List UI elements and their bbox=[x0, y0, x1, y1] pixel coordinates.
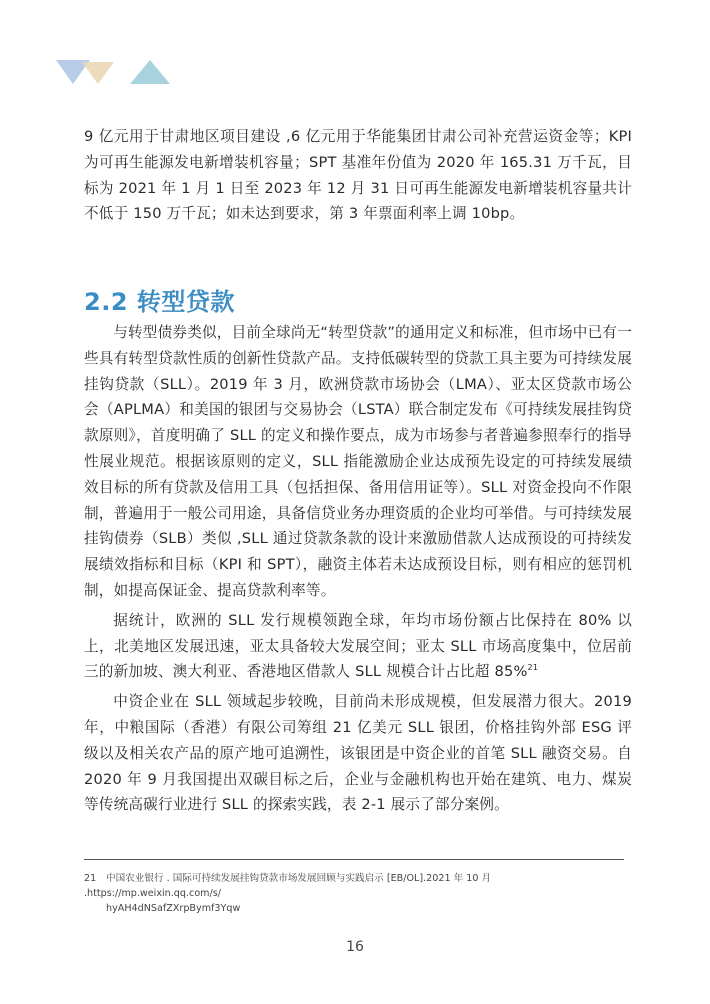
body-paragraph-3: 中资企业在 SLL 领域起步较晚，目前尚未形成规模，但发展潜力很大。2019 年，中粮国际（香港）有限公司筹组 21 亿美元 SLL 银团，价格挂钩外部 ESG 评级以及相关农产品的原产地可追溯性，该银团是中资企业的首笔 SLL 融资交易。自 2020 年 9 月我国提出双碳目标之后，企业与金融机构也开始在建筑、电力、煤炭等传统高碳行业进行 SLL 的探索实践，表 2-1 展示了部分案例。 bbox=[84, 693, 632, 814]
footnote-reference[interactable]: 21 bbox=[527, 663, 539, 673]
decorative-triangles-icon bbox=[56, 60, 176, 86]
section-body bbox=[84, 320, 632, 818]
footnote-number: 21 bbox=[84, 873, 97, 884]
footnote-text-line1: 中国农业银行 . 国际可持续发展挂钩贷款市场发展回顾与实践启示 [EB/OL].2021 年 10 月 .https://mp.weixin.qq.com/s/ bbox=[84, 873, 492, 899]
triangle-gold-icon bbox=[82, 62, 114, 84]
continuation-paragraph: 9 亿元用于甘肃地区项目建设 ,6 亿元用于华能集团甘肃公司补充营运资金等；KPI 为可再生能源发电新增装机容量；SPT 基准年份值为 2020 年 165.31 万千瓦，目标为 2021 年 1 月 1 日至 2023 年 12 月 31 日可再生能源发电新增装机容量共计不低于 150 万千瓦；如未达到要求，第 3 年票面利率上调 10bp。 bbox=[84, 128, 632, 223]
body-paragraph-2 bbox=[84, 608, 632, 685]
body-paragraph-2-text: 据统计，欧洲的 SLL 发行规模领跑全球，年均市场份额占比保持在 80% 以上，北美地区发展迅速，亚太具备较大发展空间；亚太 SLL 市场高度集中，位居前三的新加坡、澳大利亚、香港地区借款人 SLL 规模合计占比超 85% bbox=[84, 611, 632, 681]
section-heading: 2.2 转型贷款 bbox=[84, 288, 235, 316]
triangle-teal-icon bbox=[130, 60, 170, 84]
footnote bbox=[84, 871, 624, 916]
page-number: 16 bbox=[346, 939, 364, 955]
top-paragraph-block bbox=[84, 124, 632, 227]
body-paragraph-1: 与转型债券类似，目前全球尚无“转型贷款”的通用定义和标准，但市场中已有一些具有转型贷款性质的创新性贷款产品。支持低碳转型的贷款工具主要为可持续发展挂钩贷款（SLL）。2019 年 3 月，欧洲贷款市场协会（LMA）、亚太区贷款市场公会（APLMA）和美国的银团与交易协会（LSTA）联合制定发布《可持续发展挂钩贷款原则》，首度明确了 SLL 的定义和操作要点，成为市场参与者普遍参照奉行的指导性展业规范。根据该原则的定义，SLL 指能激励企业达成预先设定的可持续发展绩效目标的所有贷款及信用工具（包括担保、备用信用证等）。SLL 对资金投向不作限制，普遍用于一般公司用途，具备信贷业务办理资质的企业均可举借。与可持续发展挂钩债券（SLB）类似 ,SLL 通过贷款条款的设计来激励借款人达成预设的可持续发展绩效指标和目标（KPI 和 SPT），融资主体若未达成预设目标，则有相应的惩罚机制，如提高保证金、提高贷款利率等。 bbox=[84, 324, 632, 599]
footnote-divider bbox=[84, 859, 624, 860]
footnote-link-continuation[interactable]: hyAH4dNSafZXrpBymf3Yqw bbox=[106, 903, 241, 914]
